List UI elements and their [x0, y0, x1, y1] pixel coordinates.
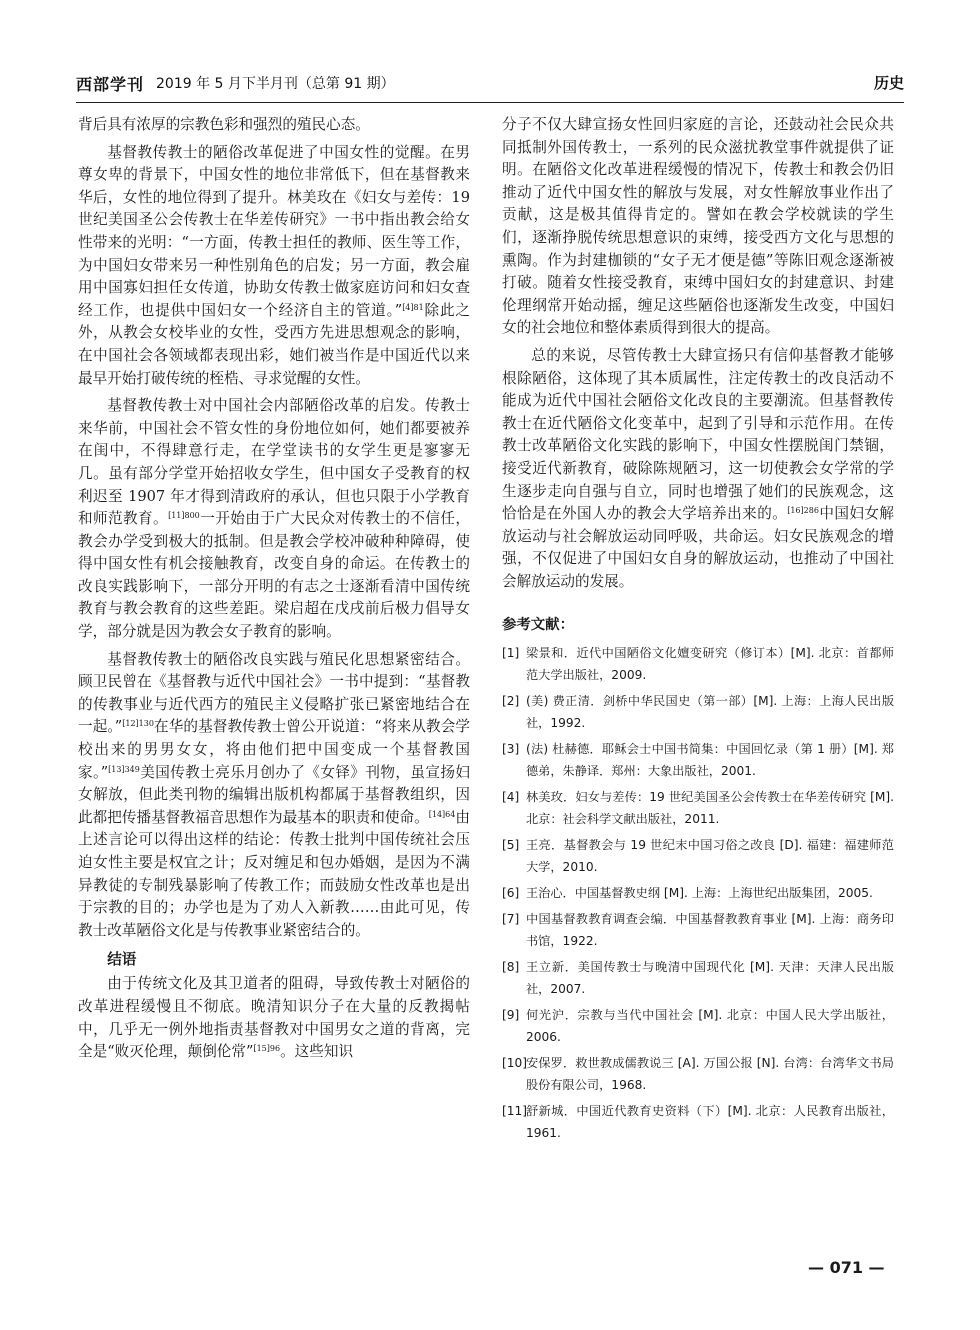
reference-text: 舒新城．中国近代教育史资料（下）[M]. 北京：人民教育出版社，1961. [526, 1104, 894, 1141]
reference-number: [1] [502, 646, 520, 661]
reference-text: 王治心．中国基督教史纲 [M]. 上海：上海世纪出版集团，2005. [526, 886, 873, 901]
reference-item [502, 834, 894, 878]
reference-item [502, 882, 894, 904]
reference-text: 梁景和．近代中国陋俗文化嬗变研究（修订本）[M]. 北京：首都师范大学出版社，2009. [526, 646, 894, 683]
reference-item [502, 1052, 894, 1096]
citation: [13]349 [108, 764, 140, 774]
reference-number: [2] [502, 694, 520, 709]
reference-text: 安保罗．救世教成儒教说三 [A]. 万国公报 [N]. 台湾：台湾华文书局股份有限公司，1968. [526, 1056, 894, 1093]
reference-text: 中国基督教教育调查会编．中国基督教教育事业 [M]. 上海：商务印书馆，1922. [526, 912, 894, 949]
reference-number: [4] [502, 790, 520, 805]
paragraph: 基督教传教士的陋俗改革促进了中国女性的觉醒。在男尊女卑的背景下，中国女性的地位非常低下，但在基督教来华后，女性的地位得到了提升。林美玫在《妇女与差传：19 世纪美国圣公会传教士在华差传研究》一书中指出教会给女性带来的光明：“一方面，传教士担任的教师、医生等工作，为中国妇女带来另一种性别角色的启发；另一方面，教会雇用中国寡妇担任女传道，协助女传教士做家庭访问和妇女查经工作，也提供中国妇女一个经济自主的管道。”$^{[4]81}$除此之外，从教会女校毕业的女性，受西方先进思想观念的影响，在中国社会各领域都表现出彩，她们被当作是中国近代以来最早开始打破传统的桎梏、寻求觉醒的女性。 [78, 143, 470, 387]
citation: [16]286 [787, 506, 819, 516]
citation: [14]64 [428, 809, 456, 819]
header-rule [76, 102, 904, 103]
page-header [76, 70, 904, 100]
reference-list [502, 642, 894, 1144]
reference-number: [9] [502, 1008, 520, 1023]
reference-item [502, 908, 894, 952]
paragraph: 基督教传教士对中国社会内部陋俗改革的启发。传教士来华前，中国社会不管女性的身份地位如何，她们都要被养在闺中，不得肆意行走，在学堂读书的女学生更是寥寥无几。虽有部分学堂开始招收女学生，但中国女子受教育的权利迟至 1907 年才得到清政府的承认，但也只限于小学教育和师范教育。$^{[11]800}$一开始由于广大民众对传教士的不信任，教会办学受到极大的抵制。但是教会学校冲破种种障碍，使得中国女性有机会接触教育，改变自身的命运。在传教士的改良实践影响下，一部分开明的有志之士逐渐看清中国传统教育与教会教育的这些差距。梁启超在戊戌前后极力倡导女学，部分就是因为教会女子教育的影响。 [78, 397, 470, 641]
reference-item [502, 786, 894, 830]
paragraph: 总的来说，尽管传教士大肆宣扬只有信仰基督教才能够根除陋俗，这体现了其本质属性，注定传教士的改良活动不能成为近代中国社会陋俗文化改良的主要潮流。但基督教传教士在近代陋俗文化变革中，起到了引导和示范作用。在传教士改革陋俗文化实践的影响下，中国女性摆脱闺门禁锢，接受近代新教育，破除陈规陋习，这一切使教会女学常的学生逐步走向自强与自立，同时也增强了她们的民族观念，这恰恰是在外国人办的教会大学培养出来的。$^{[16]286}$中国妇女解放运动与社会解放运动同呼吸，共命运。妇女民族观念的增强，不仅促进了中国妇女自身的解放运动，也推动了中国社会解放运动的发展。 [502, 346, 894, 590]
conclusion-heading: 结语 [107, 951, 137, 969]
reference-number: [10] [502, 1056, 528, 1071]
reference-text: 王立新．美国传教士与晚清中国现代化 [M]. 天津：天津人民出版社，2007. [526, 960, 894, 997]
left-column [78, 114, 470, 1064]
reference-item [502, 1004, 894, 1048]
reference-number: [11] [502, 1104, 528, 1119]
journal-name: 西部学刊 [76, 75, 145, 94]
paragraph: 基督教传教士的陋俗改良实践与殖民化思想紧密结合。顾卫民曾在《基督教与近代中国社会》一书中提到：“基督教的传教事业与近代西方的殖民主义侵略扩张已紧密地结合在一起。”$^{[12]130}$在华的基督教传教士曾公开说道：“将来从教会学校出来的男男女女，将由他们把中国变成一个基督教国家。”$^{[13]349}$美国传教士亮乐月创办了《女铎》刊物，虽宣扬妇女解放，但此类刊物的编辑出版机构都属于基督教组织，因此都把传播基督教福音思想作为最基本的职责和使命。$^{[14]64}$由上述言论可以得出这样的结论：传教士批判中国传统社会压迫女性主要是权宜之计；反对缠足和包办婚姻，是因为不满异教徒的专制残暴影响了传教工作；而鼓励女性改革也是出于宗教的目的；办学也是为了劝人入新教……由此可见，传教士改革陋俗文化是与传教事业紧密结合的。 [78, 650, 470, 939]
reference-number: [3] [502, 742, 520, 757]
paragraph: 背后具有浓厚的宗教色彩和强烈的殖民心态。 [78, 116, 370, 133]
citation: [15]96 [253, 1044, 281, 1054]
issue-info: 2019 年 5 月下半月刊（总第 91 期） [156, 76, 395, 92]
reference-item [502, 690, 894, 734]
reference-number: [7] [502, 912, 520, 927]
reference-item [502, 956, 894, 1000]
paragraph: 由于传统文化及其卫道者的阻碍，导致传教士对陋俗的改革进程缓慢且不彻底。晚清知识分子在大量的反教揭帖中，几乎无一例外地指责基督教对中国男女之道的背离，完全是“败灭伦理，颠倒伦常”$^{[15]96}$。这些知识 [78, 975, 470, 1061]
paragraph: 分子不仅大肆宣扬女性回归家庭的言论，还鼓动社会民众共同抵制外国传教士，一系列的民众滋扰教堂事件就提供了证明。在陋俗文化改革进程缓慢的情况下，传教士和教会仍旧推动了近代中国女性的解放与发展，对女性解放事业作出了贡献，这是极其值得肯定的。譬如在教会学校就读的学生们，逐渐挣脱传统思想意识的束缚，接受西方文化与思想的熏陶。作为封建枷锁的“女子无才便是德”等陈旧观念逐渐被打破。随着女性接受教育，束缚中国妇女的封建意识、封建伦理纲常开始动摇，缠足这些陋俗也逐渐发生改变，中国妇女的社会地位和整体素质得到很大的提高。 [502, 116, 894, 337]
reference-text: 何光沪．宗教与当代中国社会 [M]. 北京：中国人民大学出版社，2006. [526, 1008, 894, 1045]
reference-text: 林美玫．妇女与差传：19 世纪美国圣公会传教士在华差传研究 [M]. 北京：社会科学文献出版社，2011. [526, 790, 894, 827]
reference-text: (法) 杜赫德．耶稣会士中国书简集：中国回忆录（第 1 册）[M]. 郑德弟，朱静译．郑州：大象出版社，2001. [526, 742, 894, 779]
right-column [502, 114, 894, 1148]
reference-number: [8] [502, 960, 520, 975]
reference-item [502, 1100, 894, 1144]
reference-text: (美) 费正清．剑桥中华民国史（第一部）[M]. 上海：上海人民出版社，1992. [526, 694, 894, 731]
citation: [11]800 [168, 511, 200, 521]
section-label: 历史 [873, 74, 904, 92]
references-heading: 参考文献： [502, 617, 574, 634]
reference-item [502, 738, 894, 782]
reference-number: [6] [502, 886, 520, 901]
page-number: — 071 — [808, 1258, 885, 1277]
citation: [12]130 [122, 719, 154, 729]
reference-item [502, 642, 894, 686]
reference-number: [5] [502, 838, 520, 853]
citation: [4]81 [402, 302, 424, 312]
reference-text: 王亮．基督教会与 19 世纪末中国习俗之改良 [D]. 福建：福建师范大学，2010. [526, 838, 894, 875]
